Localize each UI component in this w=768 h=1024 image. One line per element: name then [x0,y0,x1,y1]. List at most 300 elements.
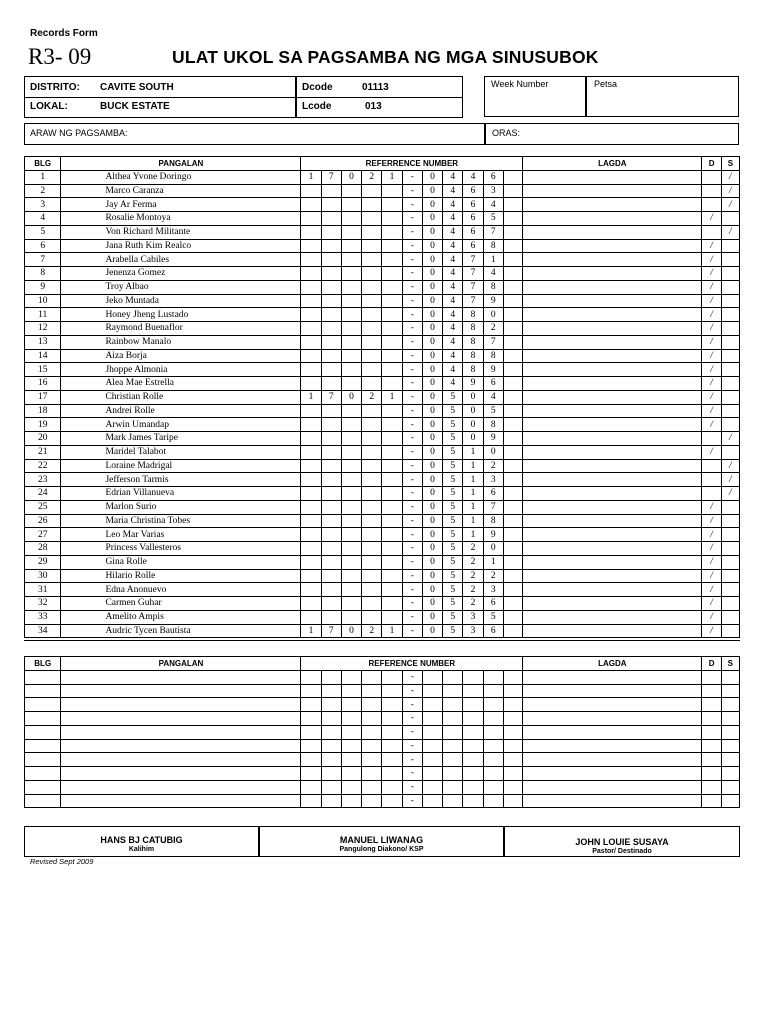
col-blg: BLG [25,657,61,671]
ref-digit [362,267,382,281]
ref-digit [362,459,382,473]
ref-digit [382,583,402,597]
blank-cell [341,725,361,739]
ref-digit [321,610,341,624]
row-number: 16 [25,377,61,391]
ref-digit: 5 [443,569,463,583]
ref-digit: 2 [483,459,503,473]
ref-digit: 3 [463,624,483,638]
ref-digit: 8 [483,239,503,253]
ref-digit: - [402,363,422,377]
ref-digit: 4 [443,239,463,253]
form-code: R3- 09 [28,44,92,69]
ref-digit [503,624,522,638]
form-label: Records Form [30,28,98,39]
ref-digit: 6 [483,597,503,611]
row-number: 13 [25,335,61,349]
row-d-mark: / [702,514,721,528]
ref-digit: - [402,239,422,253]
ref-digit: 5 [483,212,503,226]
row-name: Aiza Borja [61,349,301,363]
blank-row [25,780,740,794]
row-number: 25 [25,500,61,514]
dcode-label: Dcode [302,82,333,93]
ref-digit [321,212,341,226]
ref-digit: 2 [362,624,382,638]
ref-digit [382,528,402,542]
row-s-mark [721,377,739,391]
row-number: 24 [25,487,61,501]
ref-digit: 7 [321,624,341,638]
ref-digit: 4 [443,363,463,377]
ref-digit [382,349,402,363]
blank-cell [483,794,503,808]
ref-digit: 0 [422,583,442,597]
blank-cell [382,739,402,753]
ref-digit: 6 [463,184,483,198]
ref-digit [503,610,522,624]
blank-cell [321,698,341,712]
blank-cell [382,670,402,684]
row-name: Jeko Muntada [61,294,301,308]
ref-digit: 6 [463,239,483,253]
ref-digit: 9 [483,432,503,446]
row-d-mark [702,225,721,239]
blank-cell [463,670,483,684]
row-name: Mark James Taripe [61,432,301,446]
blank-cell [301,739,321,753]
blank-cell [321,794,341,808]
ref-digit: 0 [483,542,503,556]
row-d-mark: / [702,322,721,336]
ref-digit [362,514,382,528]
row-d-mark: / [702,294,721,308]
blank-cell [25,712,61,726]
blank-cell [321,670,341,684]
ref-digit [362,583,382,597]
ref-digit [362,198,382,212]
ref-digit [503,583,522,597]
blank-cell [463,767,483,781]
ref-dash: - [402,725,422,739]
ref-digit [321,569,341,583]
blank-cell [721,794,739,808]
ref-digit [503,198,522,212]
ref-digit [382,459,402,473]
ref-digit [503,418,522,432]
ref-digit: - [402,418,422,432]
row-s-mark [721,500,739,514]
ref-digit: 5 [443,500,463,514]
ref-digit: 2 [362,390,382,404]
ref-digit: 6 [483,624,503,638]
ref-digit [503,555,522,569]
ref-digit: 6 [483,170,503,184]
ref-digit: - [402,597,422,611]
blank-cell [61,712,301,726]
ref-digit: 0 [422,170,442,184]
ref-digit: - [402,459,422,473]
blank-row [25,698,740,712]
ref-digit: 4 [443,294,463,308]
blank-cell [503,794,522,808]
row-s-mark [721,569,739,583]
ref-digit [321,184,341,198]
row-number: 9 [25,280,61,294]
ref-digit [341,239,361,253]
row-name: Carmen Guhar [61,597,301,611]
row-signature [523,514,702,528]
table-row [25,569,740,583]
ref-digit [503,445,522,459]
ref-digit: 0 [463,390,483,404]
ref-digit: 0 [422,225,442,239]
col-pangalan: PANGALAN [61,657,301,671]
ref-digit: 2 [463,569,483,583]
blank-cell [463,725,483,739]
ref-digit: - [402,170,422,184]
ref-digit: 0 [422,184,442,198]
blank-row [25,739,740,753]
ref-digit: 3 [483,583,503,597]
row-s-mark [721,308,739,322]
row-d-mark [702,184,721,198]
ref-digit [503,432,522,446]
ref-digit: - [402,487,422,501]
row-signature [523,335,702,349]
ref-digit: 0 [341,170,361,184]
row-d-mark: / [702,528,721,542]
blank-cell [503,712,522,726]
row-d-mark: / [702,212,721,226]
ref-digit: - [402,335,422,349]
ref-digit [503,267,522,281]
row-s-mark [721,542,739,556]
blank-cell [321,780,341,794]
row-s-mark [721,212,739,226]
signature-secretary [24,826,259,857]
ref-digit [301,528,321,542]
lcode-label: Lcode [302,101,332,112]
ref-digit [341,487,361,501]
ref-digit: 5 [443,583,463,597]
ref-digit [362,363,382,377]
blank-cell [341,670,361,684]
row-signature [523,308,702,322]
ref-digit: 6 [463,212,483,226]
row-s-mark: / [721,170,739,184]
ref-digit: 1 [483,253,503,267]
ref-digit [301,569,321,583]
ref-digit [341,335,361,349]
ref-digit: 7 [463,253,483,267]
row-number: 23 [25,473,61,487]
blank-cell [523,767,702,781]
blank-cell [503,780,522,794]
ref-digit [382,445,402,459]
dcode-value: 01113 [362,82,389,93]
blank-cell [341,780,361,794]
ref-digit [321,280,341,294]
row-s-mark [721,253,739,267]
ref-digit [341,294,361,308]
lokal-label: LOKAL: [30,101,68,112]
blank-cell [382,753,402,767]
blank-cell [321,725,341,739]
ref-digit: - [402,349,422,363]
row-signature [523,184,702,198]
ref-digit [382,542,402,556]
ref-digit: 9 [483,294,503,308]
ref-digit [341,280,361,294]
ref-digit [301,514,321,528]
distrito-label: DISTRITO: [30,82,80,93]
ref-digit: 1 [463,445,483,459]
row-d-mark: / [702,377,721,391]
ref-digit [341,322,361,336]
row-number: 5 [25,225,61,239]
ref-digit: - [402,432,422,446]
ref-digit: 2 [483,322,503,336]
row-d-mark [702,198,721,212]
blank-cell [362,698,382,712]
ref-digit [382,225,402,239]
ref-digit [301,555,321,569]
ref-digit: 8 [483,514,503,528]
blank-cell [301,712,321,726]
ref-digit [382,610,402,624]
row-signature [523,404,702,418]
ref-digit: 7 [463,267,483,281]
row-signature [523,377,702,391]
col-reference: REFERENCE NUMBER [301,657,523,671]
blank-cell [463,780,483,794]
blank-cell [382,684,402,698]
ref-digit [382,363,402,377]
table-row [25,390,740,404]
blank-cell [341,684,361,698]
row-signature [523,294,702,308]
blank-entry-table [24,656,740,808]
blank-cell [721,780,739,794]
ref-digit: 8 [463,322,483,336]
ref-digit [503,514,522,528]
ref-digit: - [402,390,422,404]
ref-digit [321,473,341,487]
blank-cell [721,753,739,767]
ref-digit [341,555,361,569]
blank-cell [301,670,321,684]
ref-digit: 0 [422,459,442,473]
blank-cell [61,794,301,808]
row-d-mark: / [702,308,721,322]
blank-cell [443,739,463,753]
row-number: 34 [25,624,61,638]
blank-cell [422,753,442,767]
ref-digit: - [402,555,422,569]
blank-cell [422,767,442,781]
blank-cell [362,712,382,726]
ref-digit: - [402,322,422,336]
ref-digit [341,583,361,597]
ref-digit: 0 [422,624,442,638]
row-name: Andrei Rolle [61,404,301,418]
blank-cell [483,739,503,753]
ref-digit [382,473,402,487]
blank-cell [443,780,463,794]
row-name: Princess Vallesteros [61,542,301,556]
row-number: 30 [25,569,61,583]
row-s-mark: / [721,184,739,198]
row-s-mark [721,267,739,281]
row-number: 20 [25,432,61,446]
row-s-mark [721,390,739,404]
row-name: Maria Christina Tobes [61,514,301,528]
ref-digit [341,597,361,611]
ref-digit: 0 [422,487,442,501]
row-number: 1 [25,170,61,184]
blank-cell [61,739,301,753]
lokal-value: BUCK ESTATE [100,101,170,112]
ref-digit: 6 [463,225,483,239]
ref-digit [341,225,361,239]
row-number: 10 [25,294,61,308]
ref-digit [301,445,321,459]
blank-cell [503,698,522,712]
ref-digit: 2 [483,569,503,583]
row-name: Althea Yvone Doringo [61,170,301,184]
ref-digit [362,528,382,542]
ref-digit [503,294,522,308]
ref-digit [382,198,402,212]
blank-cell [523,725,702,739]
blank-cell [301,684,321,698]
table-header-row [25,657,740,671]
ref-digit: 8 [483,349,503,363]
ref-digit: 4 [443,377,463,391]
blank-cell [523,698,702,712]
row-d-mark: / [702,280,721,294]
table-row [25,267,740,281]
ref-digit: 1 [301,170,321,184]
row-s-mark [721,514,739,528]
blank-cell [523,739,702,753]
ref-digit [341,404,361,418]
blank-cell [463,684,483,698]
ref-digit [321,487,341,501]
ref-digit [503,239,522,253]
row-signature [523,253,702,267]
table-row [25,212,740,226]
table-row [25,184,740,198]
signature-name: HANS BJ CATUBIG [100,835,183,845]
ref-digit [362,418,382,432]
table-row [25,528,740,542]
row-number: 18 [25,404,61,418]
blank-cell [25,684,61,698]
ref-digit [503,597,522,611]
blank-cell [362,794,382,808]
ref-digit: 6 [463,198,483,212]
row-name: Rosalie Montoya [61,212,301,226]
ref-digit: 7 [483,225,503,239]
row-number: 27 [25,528,61,542]
row-d-mark [702,473,721,487]
ref-digit: - [402,267,422,281]
row-name: Jenenza Gomez [61,267,301,281]
ref-digit: 8 [463,308,483,322]
ref-digit: 5 [443,432,463,446]
row-s-mark: / [721,432,739,446]
ref-digit [301,198,321,212]
ref-digit [301,239,321,253]
ref-digit [362,335,382,349]
blank-cell [61,767,301,781]
blank-cell [503,753,522,767]
ref-digit: 0 [422,555,442,569]
blank-cell [463,739,483,753]
ref-digit: 2 [463,597,483,611]
petsa-label: Petsa [594,79,618,89]
ref-digit: 0 [463,418,483,432]
table-row [25,459,740,473]
ref-digit [503,184,522,198]
row-number: 32 [25,597,61,611]
row-s-mark [721,445,739,459]
ref-digit [341,363,361,377]
ref-digit [362,500,382,514]
ref-digit [301,267,321,281]
row-d-mark: / [702,542,721,556]
blank-row [25,767,740,781]
ref-digit: 0 [483,308,503,322]
blank-cell [362,767,382,781]
code-divider [296,97,463,98]
blank-cell [422,794,442,808]
row-signature [523,418,702,432]
row-d-mark [702,170,721,184]
blank-cell [463,712,483,726]
ref-digit [382,267,402,281]
row-name: Jay Ar Ferma [61,198,301,212]
blank-cell [301,725,321,739]
row-number: 31 [25,583,61,597]
ref-digit [321,225,341,239]
blank-cell [301,794,321,808]
ref-digit: 5 [443,597,463,611]
ref-digit: 4 [463,170,483,184]
ref-digit [301,542,321,556]
signature-role: Pangulong Diakono/ KSP [339,846,424,853]
ref-digit [382,308,402,322]
ref-digit: - [402,500,422,514]
attendance-table [24,156,740,638]
row-number: 33 [25,610,61,624]
blank-cell [721,670,739,684]
blank-cell [463,698,483,712]
table-row [25,404,740,418]
lcode-value: 013 [365,101,382,112]
row-s-mark [721,335,739,349]
ref-digit: 5 [443,610,463,624]
ref-digit [301,377,321,391]
ref-digit: 0 [422,390,442,404]
ref-digit [503,363,522,377]
ref-digit [301,184,321,198]
ref-digit: 0 [422,542,442,556]
row-s-mark: / [721,225,739,239]
ref-digit [503,473,522,487]
